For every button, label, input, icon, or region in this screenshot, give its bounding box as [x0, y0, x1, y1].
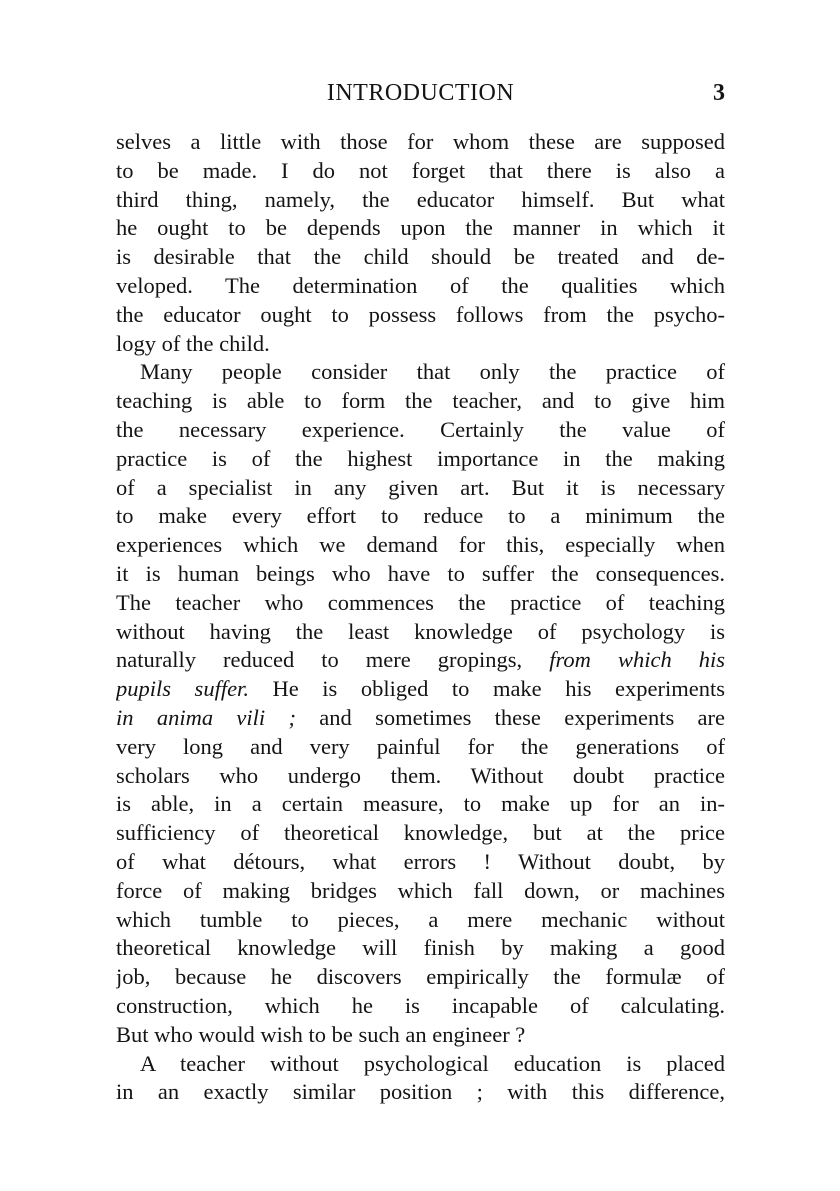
body-line: experiences which we demand for this, especially when: [116, 532, 725, 558]
body-line: But who would wish to be such an engineer ?: [116, 1021, 526, 1047]
body-line: sufficiency of theoretical knowledge, but at the price: [116, 820, 725, 846]
body-line: the necessary experience. Certainly the value of: [116, 416, 725, 442]
body-line: which tumble to pieces, a mere mechanic without: [116, 906, 725, 932]
body-line: construction, which he is incapable of calculating.: [116, 992, 725, 1018]
body-line: of a specialist in any given art. But it is necessary: [116, 474, 725, 500]
body-line: selves a little with those for whom these are supposed: [116, 129, 725, 154]
body-line: logy of the child.: [116, 330, 270, 356]
body-line: The teacher who commences the practice of teaching: [116, 589, 725, 615]
body-text: [116, 128, 725, 1107]
line-text: naturally reduced to mere gropings,: [116, 647, 550, 673]
body-line: is able, in a certain measure, to make up for an in-: [116, 791, 725, 817]
body-line: is desirable that the child should be treated and de-: [116, 244, 725, 270]
page-number: 3: [713, 80, 725, 106]
body-line: it is human beings who have to suffer the consequences.: [116, 560, 725, 586]
body-line: without having the least knowledge of psychology is: [116, 618, 725, 644]
body-line: very long and very painful for the generations of: [116, 733, 725, 759]
body-line: teaching is able to form the teacher, and to give him: [116, 388, 725, 414]
body-line: of what détours, what errors ! Without doubt, by: [116, 848, 725, 874]
body-line: he ought to be depends upon the manner in which it: [116, 215, 725, 241]
italic-text: pupils suffer.: [116, 676, 249, 702]
body-line: scholars who undergo them. Without doubt practice: [116, 762, 725, 788]
body-line: the educator ought to possess follows from the psycho-: [116, 301, 725, 327]
body-line: [116, 646, 725, 675]
line-text: and sometimes these experiments are: [295, 704, 725, 730]
body-line: job, because he discovers empirically the formulæ of: [116, 964, 725, 990]
italic-text: in anima vili ;: [116, 704, 296, 730]
paragraph-first-line: A teacher without psychological education is placed: [140, 1050, 725, 1076]
italic-text: from which his: [549, 647, 725, 673]
running-head: INTRODUCTION: [326, 80, 515, 106]
body-line: practice is of the highest importance in the making: [116, 445, 725, 471]
body-line: third thing, namely, the educator himself. But what: [116, 186, 725, 212]
body-line: veloped. The determination of the qualities which: [116, 272, 725, 298]
body-line: [116, 704, 725, 733]
body-line: in an exactly similar position ; with this difference,: [116, 1079, 725, 1105]
line-text: He is obliged to make his experiments: [248, 676, 725, 702]
body-line: to make every effort to reduce to a minimum the: [116, 503, 725, 529]
body-line: to be made. I do not forget that there is also a: [116, 157, 725, 183]
body-line: [116, 675, 725, 704]
body-line: force of making bridges which fall down, or machines: [116, 877, 725, 903]
page-header: [116, 80, 725, 112]
body-line: theoretical knowledge will finish by making a good: [116, 935, 725, 961]
paragraph-first-line: Many people consider that only the practice of: [140, 359, 725, 385]
